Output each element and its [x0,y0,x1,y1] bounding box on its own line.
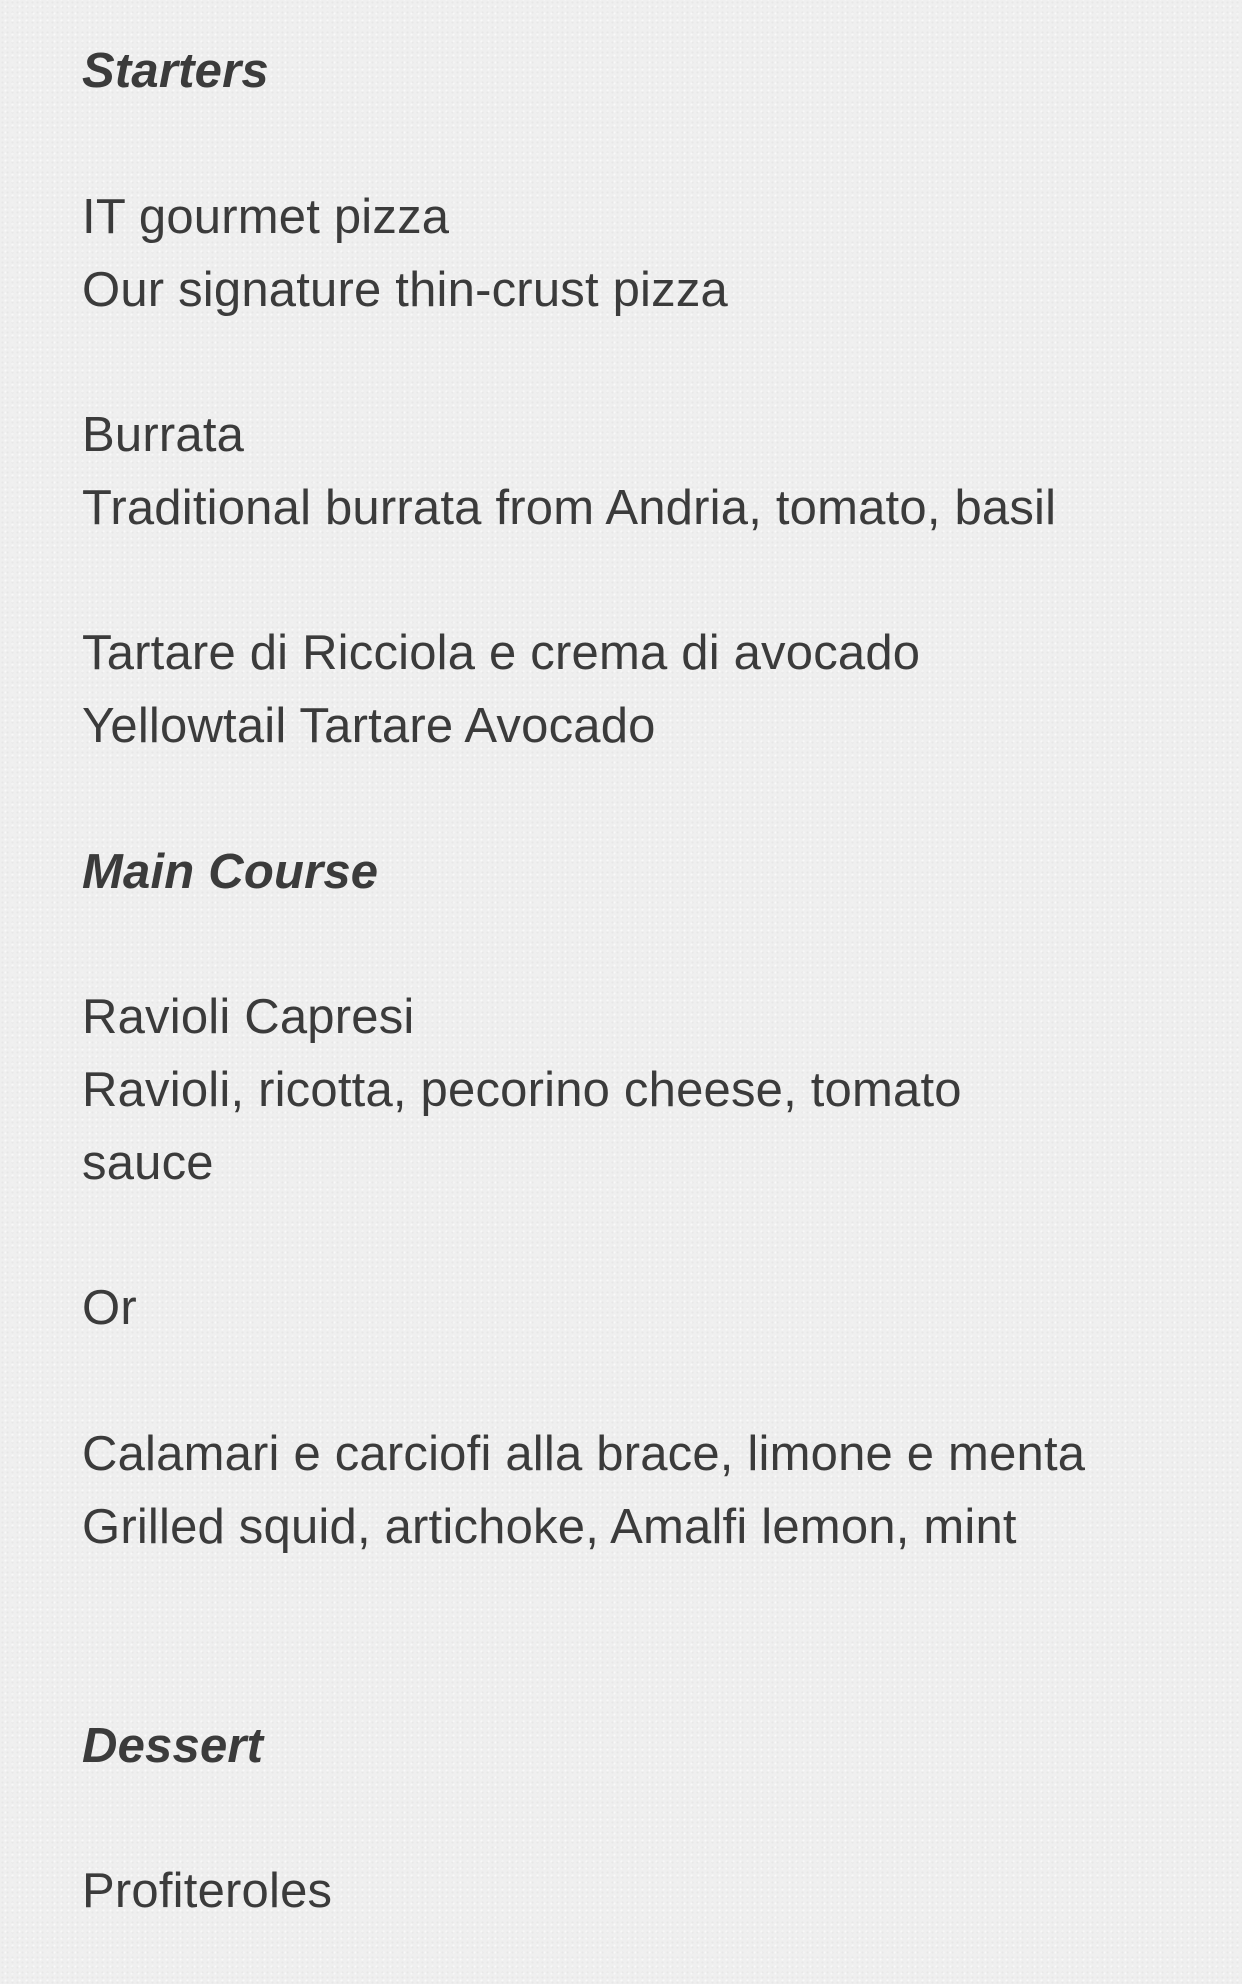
starter-description: Yellowtail Tartare Avocado [82,699,656,753]
main-description: Ravioli, ricotta, pecorino cheese, tomato [82,1063,962,1117]
section-heading-starters: Starters [82,44,269,98]
starter-name: Burrata [82,408,245,462]
main-description: Grilled squid, artichoke, Amalfi lemon, mint [82,1500,1017,1554]
starter-description: Traditional burrata from Andria, tomato, basil [82,481,1057,535]
dessert-name: Profiteroles [82,1864,333,1918]
starter-name: IT gourmet pizza [82,190,450,244]
starter-name: Tartare di Ricciola e crema di avocado [82,626,921,680]
section-heading-dessert: Dessert [82,1719,264,1773]
main-name: Calamari e carciofi alla brace, limone e menta [82,1427,1086,1481]
section-heading-main-course: Main Course [82,845,379,899]
main-description-continued: sauce [82,1136,214,1190]
starter-description: Our signature thin-crust pizza [82,263,728,317]
or-separator: Or [82,1281,137,1335]
main-name: Ravioli Capresi [82,990,415,1044]
